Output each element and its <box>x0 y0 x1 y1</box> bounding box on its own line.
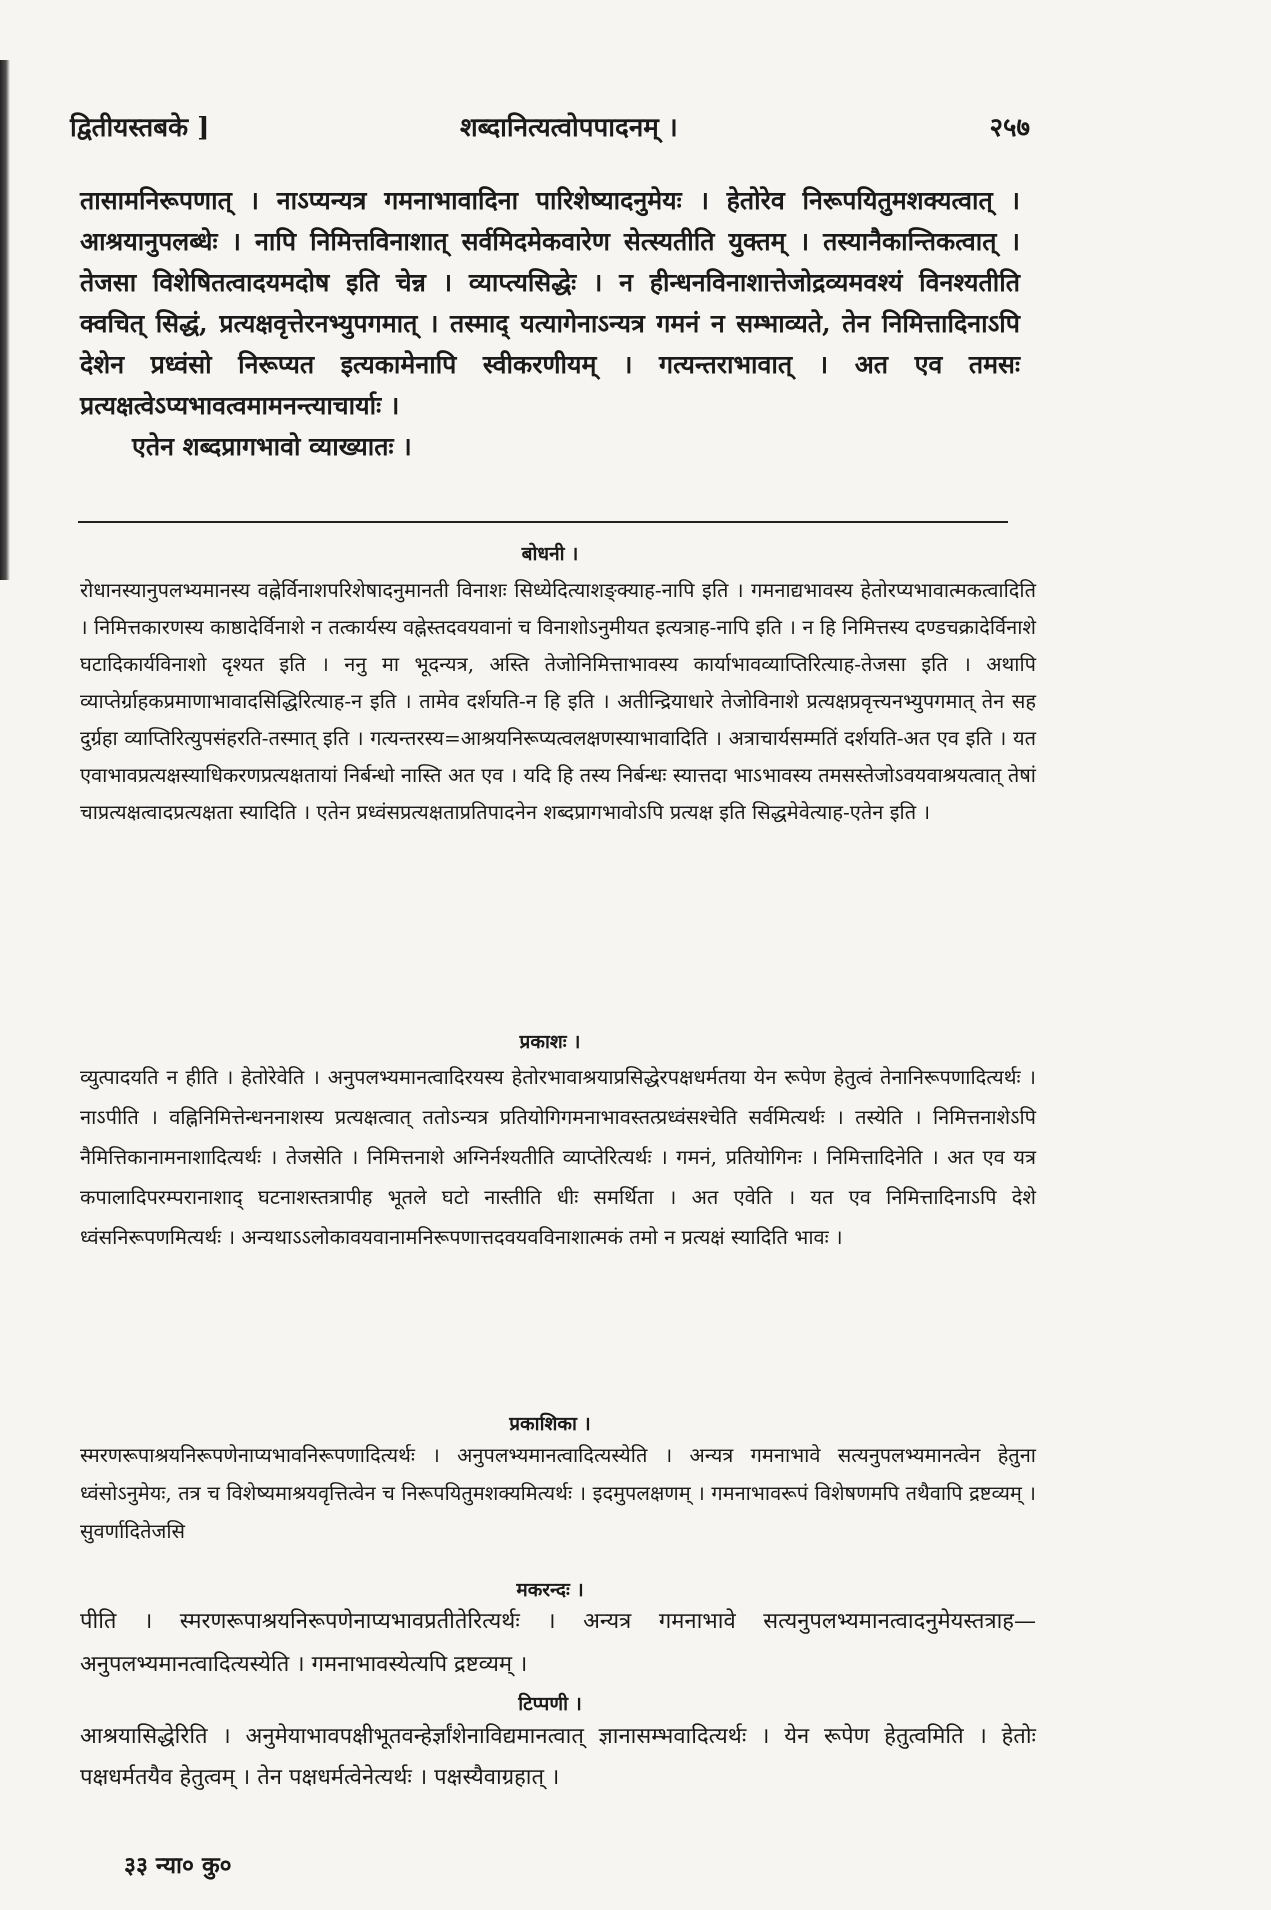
commentary-heading-prakashika: प्रकाशिका । <box>509 1413 591 1435</box>
page-number: २५७ <box>989 113 1030 143</box>
commentary-text-bodhani: रोधानस्यानुपलभ्यमानस्य वह्नेर्विनाशपरिशेषादनुमानती विनाशः सिध्येदित्याशङ्क्याह-नापि इति । गमनाद्यभावस्य हेतोरप्यभावात्मकत्वादिति । निमित्तकारणस्य काष्ठादेर्विनाशे न तत्कार्यस्य वह्नेस्तदवयवानां च विनाशोऽनुमीयत इत्यत्राह-नापि इति । न हि निमित्तस्य दण्डचक्रादेर्विनाशे घटादिकार्यविनाशो दृश्यत इति । ननु मा भूदन्यत्र, अस्ति तेजोनिमित्ताभावस्य कार्याभावव्याप्तिरित्याह-तेजसा इति । अथापि व्याप्तेर्ग्राहकप्रमाणाभावादसिद्धिरित्याह-न इति । तामेव दर्शयति-न हि इति । अतीन्द्रियाधारे तेजोविनाशे प्रत्यक्षप्रवृत्त्यनभ्युपगमात् तेन सह दुर्ग्रहा व्याप्तिरित्युपसंहरति-तस्मात् इति । गत्यन्तरस्य=आश्रयनिरूप्यत्वलक्षणस्याभावादिति । अत्राचार्यसम्मतिं दर्शयति-अत एव इति । यत एवाभावप्रत्यक्षस्याधिकरणप्रत्यक्षतायां निर्बन्धो नास्ति अत एव । यदि हि तस्य निर्बन्धः स्यात्तदा भाऽभावस्य तमसस्तेजोऽवयवाश्रयत्वात् तेषां चाप्रत्यक्षत्वादप्रत्यक्षता स्यादिति । एतेन प्रध्वंसप्रत्यक्षताप्रतिपादनेन शब्दप्रागभावोऽपि प्रत्यक्ष इति सिद्धमेवेत्याह-एतेन इति । <box>80 578 1036 824</box>
main-last-line: एतेन शब्दप्रागभावो व्याख्यातः । <box>132 432 412 461</box>
commentary-heading-prakasha: प्रकाशः । <box>519 1031 581 1053</box>
commentary-heading-makaranda: मकरन्दः । <box>516 1579 584 1601</box>
commentary-text-prakasha: व्युत्पादयति न हीति । हेतोरेवेति । अनुपलभ्यमानत्वादिरयस्य हेतोरभावाश्रयाप्रसिद्धेरपक्षधर्मतया येन रूपेण हेतुत्वं तेनानिरूपणादित्यर्थः । नाऽपीति । वह्निनिमित्तेन्धननाशस्य प्रत्यक्षत्वात् ततोऽन्यत्र प्रतियोगिगमनाभावस्तत्प्रध्वंसश्चेति सर्वमित्यर्थः । तस्येति । निमित्तनाशेऽपि नैमित्तिकानामनाशादित्यर्थः । तेजसेति । निमित्तनाशे अग्निर्नश्यतीति व्याप्तेरित्यर्थः । गमनं, प्रतियोगिनः । निमित्तादिनेति । अत एव यत्र कपालादिपरम्परानाशाद् घटनाशस्तत्रापीह भूतले घटो नास्तीति धीः समर्थिता । अत एवेति । यत एव निमित्तादिनाऽपि देशे ध्वंसनिरूपणमित्यर्थः । अन्यथाऽऽलोकावयवानामनिरूपणात्तदवयवविनाशात्मकं तमो न प्रत्यक्षं स्यादिति भावः । <box>80 1065 1036 1249</box>
commentary-text-makaranda: पीति । स्मरणरूपाश्रयनिरूपणेनाप्यभावप्रतीतेरित्यर्थः । अन्यत्र गमनाभावे सत्यनुपलभ्यमानत्वादनुमेयस्तत्राह—अनुपलभ्यमानत्वादित्यस्येति । गमनाभावस्येत्यपि द्रष्टव्यम् । <box>80 1609 1036 1677</box>
binding-edge <box>0 60 10 580</box>
commentary-heading-tippani: टिप्पणी । <box>518 1693 582 1715</box>
page-title: शब्दानित्यत्वोपपादनम् । <box>460 113 678 143</box>
commentary-text-prakashika: स्मरणरूपाश्रयनिरूपणेनाप्यभावनिरूपणादित्यर्थः । अनुपलभ्यमानत्वादित्यस्येति । अन्यत्र गमनाभावे सत्यनुपलभ्यमानत्वेन हेतुना ध्वंसोऽनुमेयः, तत्र च विशेष्यमाश्रयवृत्तित्वेन च निरूपयितुमशक्यमित्यर्थः । इदमुपलक्षणम् । गमनाभावरूपं विशेषणमपि तथैवापि द्रष्टव्यम् । सुवर्णादितेजसि <box>80 1443 1036 1543</box>
section-divider <box>78 521 1008 523</box>
section-label: द्वितीयस्तबके ] <box>70 113 210 143</box>
commentary-heading-bodhani: बोधनी । <box>521 543 579 565</box>
commentary-text-tippani: आश्रयासिद्धेरिति । अनुमेयाभावपक्षीभूतवन्हेर्ज्ञांशेनाविद्यमानत्वात् ज्ञानासम्भवादित्यर्थः । येन रूपेण हेतुत्वमिति । हेतोः पक्षधर्मतयैव हेतुत्वम् । तेन पक्षधर्मत्वेनेत्यर्थः । पक्षस्यैवाग्रहात् । <box>80 1724 1036 1790</box>
main-text <box>80 180 1020 467</box>
main-paragraph: तासामनिरूपणात् । नाऽप्यन्यत्र गमनाभावादिना पारिशेष्यादनुमेयः । हेतोरेव निरूपयितुमशक्यत्वात् । आश्रयानुपलब्धेः । नापि निमित्तविनाशात् सर्वमिदमेकवारेण सेत्स्यतीति युक्तम् । तस्यानैकान्तिकत्वात् । तेजसा विशेषितत्वादयमदोष इति चेन्न । व्याप्त्यसिद्धेः । न हीन्धनविनाशात्तेजोद्रव्यमवश्यं विनश्यतीति क्वचित् सिद्धं, प्रत्यक्षवृत्तेरनभ्युपगमात् । तस्माद् यत्यागेनाऽन्यत्र गमनं न सम्भाव्यते, तेन निमित्तादिनाऽपि देशेन प्रध्वंसो निरूप्यत इत्यकामेनापि स्वीकरणीयम् । गत्यन्तराभावात् । अत एव तमसः प्रत्यक्षत्वेऽप्यभावत्वमामनन्त्याचार्याः । <box>80 186 1020 420</box>
running-head <box>70 108 1030 148</box>
signature-mark: ३३ न्या० कु० <box>124 1852 232 1879</box>
